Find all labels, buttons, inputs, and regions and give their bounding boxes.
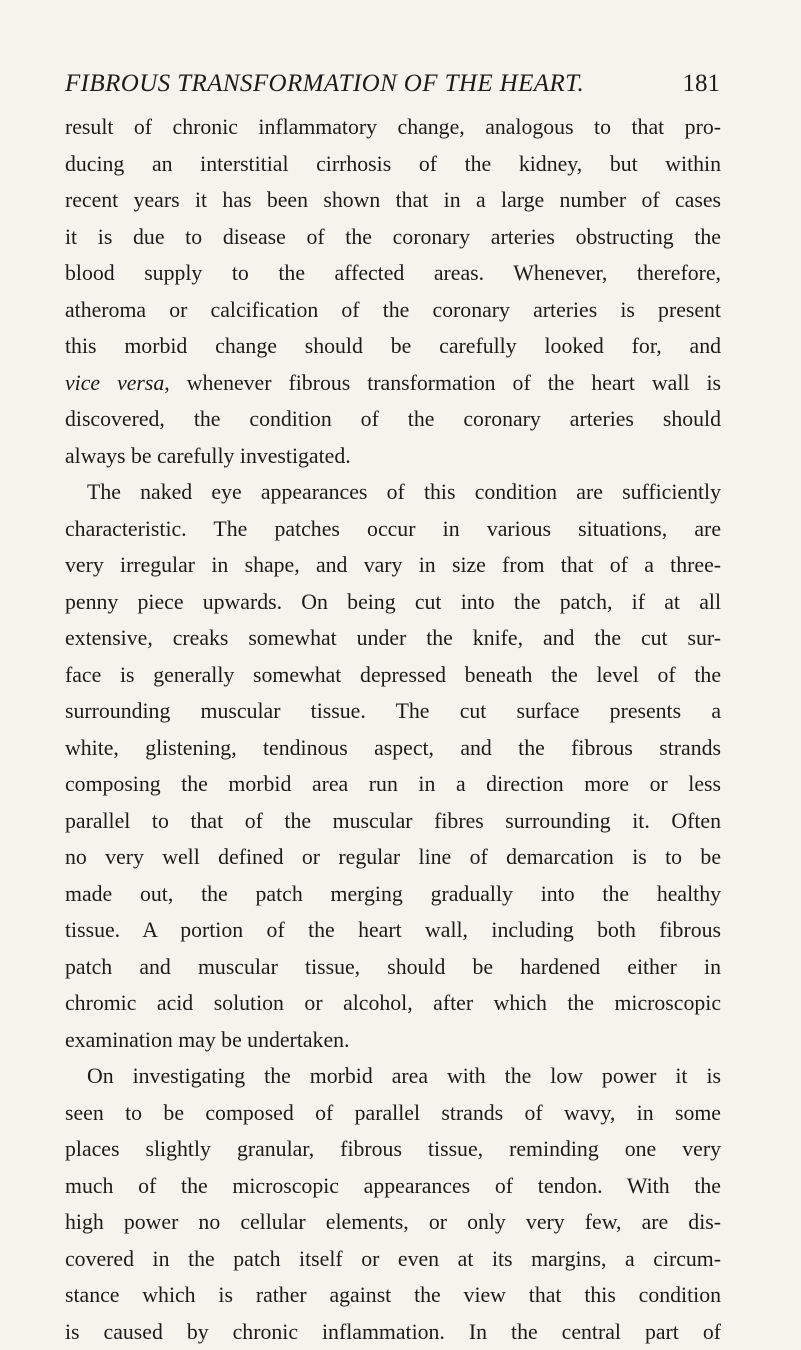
text-line: recent years it has been shown that in a large number of cases [65,182,721,219]
italic-phrase: vice versa [65,371,164,395]
text-line: places slightly granular, fibrous tissue, reminding one very [65,1131,721,1168]
text-line: discovered, the condition of the coronary arteries should [65,401,721,438]
text-line: parallel to that of the muscular fibres surrounding it. Often [65,803,721,840]
text-line: chromic acid solution or alcohol, after which the microscopic [65,985,721,1022]
text-line: blood supply to the affected areas. Whenever, therefore, [65,255,721,292]
text-line: covered in the patch itself or even at its margins, a circum- [65,1241,721,1278]
body-text [65,109,721,1350]
text-line: characteristic. The patches occur in various situations, are [65,511,721,548]
text-line: is caused by chronic inflammation. In the central part of [65,1314,721,1350]
text-line: it is due to disease of the coronary arteries obstructing the [65,219,721,256]
text-line: stance which is rather against the view that this condition [65,1277,721,1314]
running-head [65,70,720,104]
text-line: composing the morbid area run in a direction more or less [65,766,721,803]
paragraph-first-line: The naked eye appearances of this condition are sufficiently [65,474,721,511]
text-line: always be carefully investigated. [65,438,721,475]
text-segment: , whenever fibrous transformation of the heart wall is [164,371,721,395]
text-line: atheroma or calcification of the coronary arteries is present [65,292,721,329]
text-line: surrounding muscular tissue. The cut surface presents a [65,693,721,730]
paragraph-first-line: On investigating the morbid area with the low power it is [65,1058,721,1095]
text-line: much of the microscopic appearances of tendon. With the [65,1168,721,1205]
text-line: patch and muscular tissue, should be hardened either in [65,949,721,986]
text-line: very irregular in shape, and vary in size from that of a three- [65,547,721,584]
text-line: this morbid change should be carefully looked for, and [65,328,721,365]
text-line: seen to be composed of parallel strands of wavy, in some [65,1095,721,1132]
text-line: tissue. A portion of the heart wall, including both fibrous [65,912,721,949]
text-line: no very well defined or regular line of demarcation is to be [65,839,721,876]
text-line: high power no cellular elements, or only very few, are dis- [65,1204,721,1241]
text-line: penny piece upwards. On being cut into the patch, if at all [65,584,721,621]
text-line: white, glistening, tendinous aspect, and the fibrous strands [65,730,721,767]
text-line [65,365,721,402]
page-number: 181 [683,70,721,98]
text-line: face is generally somewhat depressed beneath the level of the [65,657,721,694]
text-line: result of chronic inflammatory change, analogous to that pro- [65,109,721,146]
text-line: extensive, creaks somewhat under the knife, and the cut sur- [65,620,721,657]
running-title: FIBROUS TRANSFORMATION OF THE HEART. [65,70,584,98]
text-line: made out, the patch merging gradually into the healthy [65,876,721,913]
text-line: examination may be undertaken. [65,1022,721,1059]
text-line: ducing an interstitial cirrhosis of the kidney, but within [65,146,721,183]
